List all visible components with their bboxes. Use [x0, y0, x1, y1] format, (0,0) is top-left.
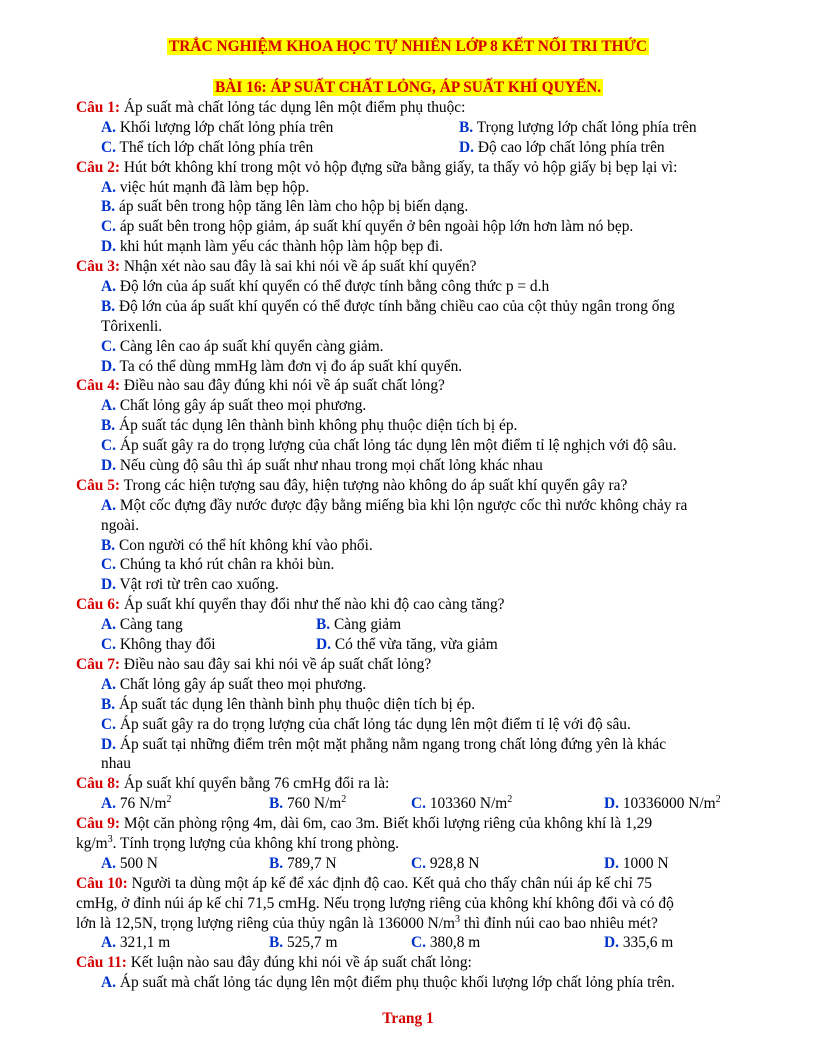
option-a: A. Khối lượng lớp chất lỏng phía trên — [101, 118, 334, 136]
option-b: B. Càng giảm — [316, 616, 402, 634]
question-1-options-row-1 — [76, 118, 766, 138]
option-d: D. 10336000 $N/m^2$ — [604, 794, 721, 813]
option-a: A. Càng tang — [101, 616, 183, 634]
option-c: C. 928,8 N — [411, 854, 480, 872]
question-6: Câu 6: Áp suất khí quyển thay đổi như thế nào khi độ cao càng tăng? — [76, 596, 505, 614]
option-b: B. Độ lớn của áp suất khí quyển có thể được tính bằng chiều cao của cột thủy ngân trong ống — [101, 297, 675, 315]
option-a: A. việc hút mạnh đã làm bẹp hộp. — [101, 178, 310, 196]
option-b: B. Áp suất tác dụng lên thành bình không phụ thuộc diện tích bị ép. — [101, 417, 518, 435]
question-9: Câu 9: Một căn phòng rộng 4m, dài 6m, cao 3m. Biết khối lượng riêng của không khí là 1,29 — [76, 815, 653, 833]
option-b: B. Con người có thể hít không khí vào phổi. — [101, 536, 373, 554]
question-6-options-row-2 — [76, 635, 766, 655]
option-d: D. Nếu cùng độ sâu thì áp suất như nhau trong mọi chất lỏng khác nhau — [101, 457, 543, 475]
option-b: B. 760 $N/m^2$ — [269, 794, 347, 813]
option-b: B. Áp suất tác dụng lên thành bình phụ thuộc diện tích bị ép. — [101, 695, 476, 713]
question-10-options — [76, 933, 766, 953]
option-d: D. Vật rơi từ trên cao xuống. — [101, 576, 279, 594]
option-b: B. 525,7 m — [269, 934, 338, 952]
question-3: Câu 3: Nhận xét nào sau đây là sai khi nói về áp suất khí quyển? — [76, 258, 477, 276]
option-c: C. Chúng ta khó rút chân ra khỏi bùn. — [101, 556, 335, 574]
option-d: D. 1000 N — [604, 854, 669, 872]
option-d: D. Có thể vừa tăng, vừa giảm — [316, 636, 498, 654]
option-a-continued: ngoài. — [101, 516, 140, 534]
option-d: D. Độ cao lớp chất lỏng phía trên — [459, 138, 665, 156]
option-d: D. khi hút mạnh làm yếu các thành hộp làm hộp bẹp đi. — [101, 238, 443, 256]
option-a: A. Áp suất mà chất lỏng tác dụng lên một điểm phụ thuộc khối lượng lớp chất lỏng phía trên. — [101, 974, 675, 992]
option-a: A. Chất lỏng gây áp suất theo mọi phương. — [101, 397, 367, 415]
option-a: A. 500 N — [101, 854, 158, 872]
option-d-continued: nhau — [101, 755, 131, 773]
option-a: A. 321,1 m — [101, 934, 171, 952]
option-d: D. Ta có thể dùng mmHg làm đơn vị đo áp suất khí quyển. — [101, 357, 463, 375]
option-c: C. áp suất bên trong hộp giảm, áp suất khí quyển ở bên ngoài hộp lớn hơn làm nó bẹp. — [101, 218, 634, 236]
question-9-continued: $kg/m^3$. Tính trọng lượng của không khí trong phòng. — [76, 833, 400, 852]
question-5: Câu 5: Trong các hiện tượng sau đây, hiện tượng nào không do áp suất khí quyển gây ra? — [76, 476, 628, 494]
option-a: A. Chất lỏng gây áp suất theo mọi phương. — [101, 675, 367, 693]
option-c: C. Càng lên cao áp suất khí quyển càng giảm. — [101, 337, 384, 355]
question-8: Câu 8: Áp suất khí quyển bằng 76 cmHg đổi ra là: — [76, 775, 390, 793]
option-a: A. 76 $N/m^2$ — [101, 794, 172, 813]
question-9-options — [76, 854, 766, 874]
option-b: B. Trọng lượng lớp chất lỏng phía trên — [459, 118, 697, 136]
option-a: A. Một cốc đựng đầy nước được đậy bằng miếng bìa khi lộn ngược cốc thì nước không chảy ra — [101, 496, 688, 514]
question-10-continued-2: lớn là 12,5N, trọng lượng riêng của thủy ngân là 136000 $N/m^3$ thì đỉnh núi cao bao nhiêu mét? — [76, 913, 658, 932]
question-10-continued: cmHg, ở đỉnh núi áp kế chỉ 71,5 cmHg. Nếu trọng lượng riêng của không khí không đổi và có độ — [76, 894, 674, 912]
document-title: TRẮC NGHIỆM KHOA HỌC TỰ NHIÊN LỚP 8 KẾT NỐI TRI THỨC — [169, 38, 647, 55]
option-c: C. 103360 $N/m^2$ — [411, 794, 513, 813]
option-c: C. Không thay đổi — [101, 636, 216, 654]
question-2: Câu 2: Hút bớt không khí trong một vỏ hộp đựng sữa bằng giấy, ta thấy vỏ hộp giấy bị bẹp lại vì: — [76, 158, 678, 176]
question-7: Câu 7: Điều nào sau đây sai khi nói về áp suất chất lỏng? — [76, 655, 432, 673]
option-c: C. 380,8 m — [411, 934, 481, 952]
option-c: C. Áp suất gây ra do trọng lượng của chất lỏng tác dụng lên một điểm tỉ lệ với độ sâu. — [101, 715, 631, 733]
question-10: Câu 10: Người ta dùng một áp kế để xác định độ cao. Kết quả cho thấy chân núi áp kế chỉ 75 — [76, 874, 652, 892]
question-8-options — [76, 794, 766, 814]
question-1-options-row-2 — [76, 138, 766, 158]
option-b-continued: Tôrixenli. — [101, 317, 163, 335]
option-c: C. Áp suất gây ra do trọng lượng của chất lỏng tác dụng lên một điểm tỉ lệ nghịch với độ sâu. — [101, 437, 677, 455]
option-d: D. 335,6 m — [604, 934, 674, 952]
option-c: C. Thể tích lớp chất lỏng phía trên — [101, 138, 314, 156]
question-11: Câu 11: Kết luận nào sau đây đúng khi nói về áp suất chất lỏng: — [76, 954, 472, 972]
option-d: D. Áp suất tại những điểm trên một mặt phẳng nằm ngang trong chất lỏng đứng yên là khác — [101, 735, 667, 753]
lesson-heading: BÀI 16: ÁP SUẤT CHẤT LỎNG, ÁP SUẤT KHÍ QUYỂN. — [214, 79, 602, 96]
question-1: Câu 1: Áp suất mà chất lỏng tác dụng lên một điểm phụ thuộc: — [76, 99, 466, 116]
question-6-options-row-1 — [76, 615, 766, 635]
page-number: Trang 1 — [382, 1010, 434, 1027]
option-a: A. Độ lớn của áp suất khí quyển có thể được tính bằng công thức p = d.h — [101, 278, 550, 296]
question-list — [76, 98, 766, 993]
option-b: B. áp suất bên trong hộp tăng lên làm cho hộp bị biến dạng. — [101, 198, 469, 216]
question-4: Câu 4: Điều nào sau đây đúng khi nói về áp suất chất lỏng? — [76, 377, 445, 395]
option-b: B. 789,7 N — [269, 854, 337, 872]
